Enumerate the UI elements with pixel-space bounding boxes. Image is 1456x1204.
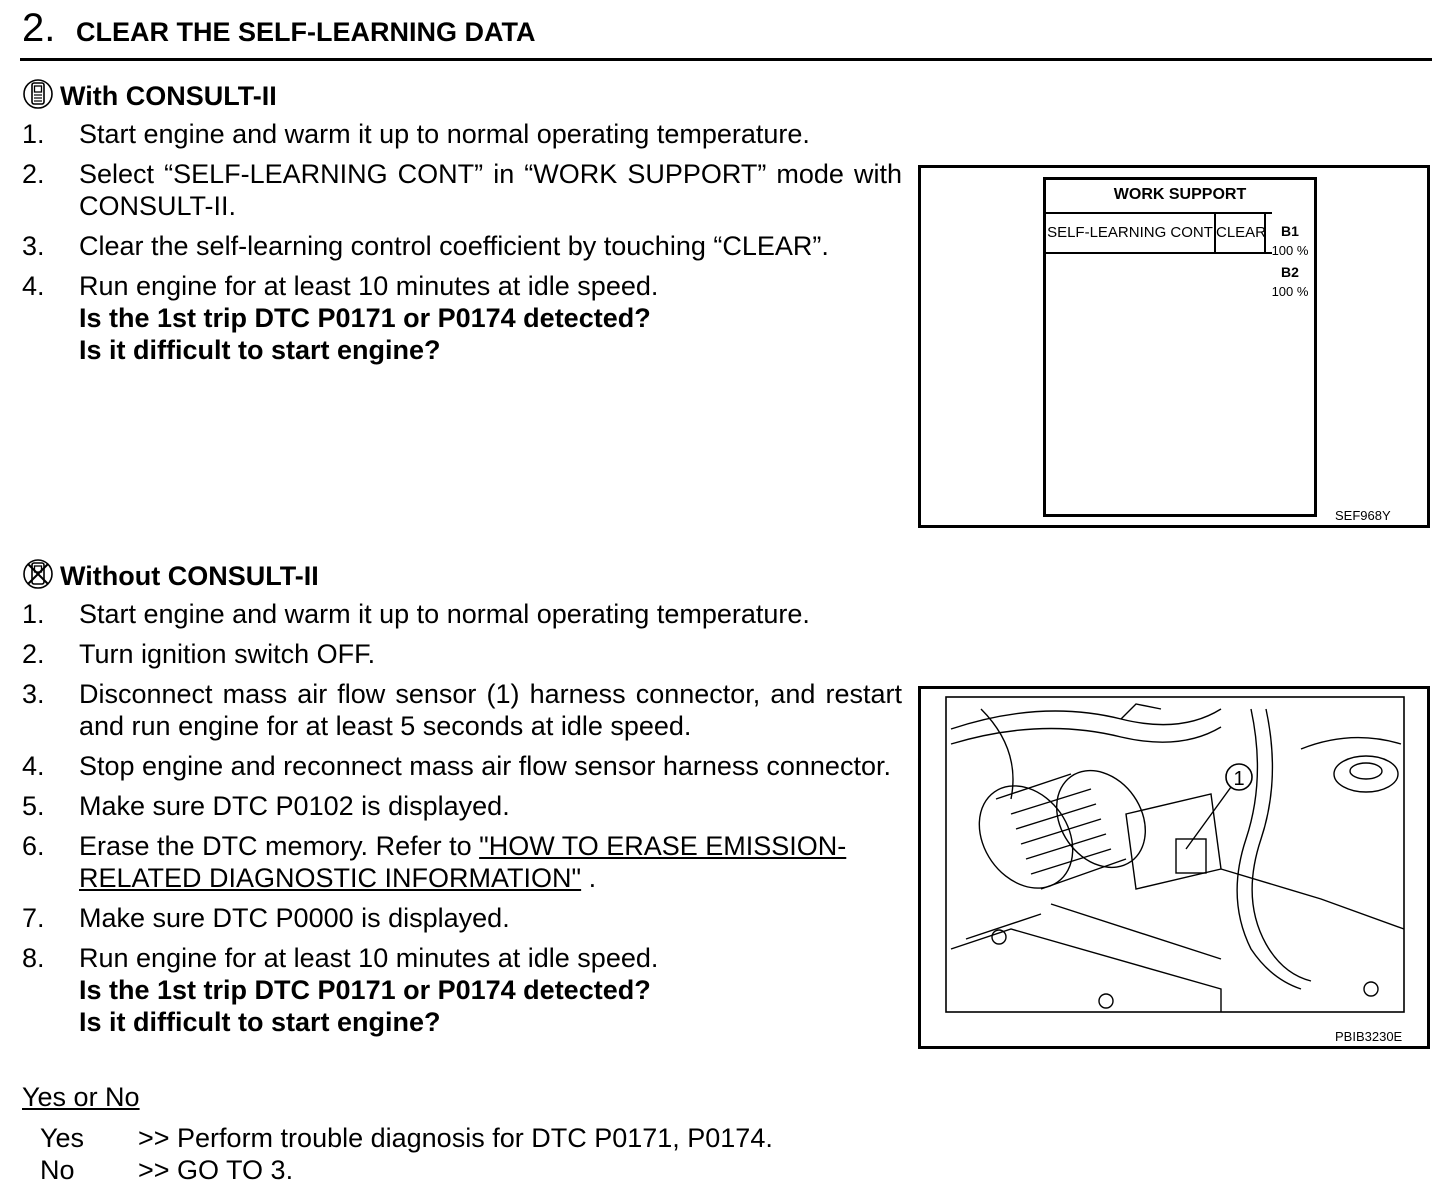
- step-number: 2.: [22, 6, 56, 50]
- without-consult-heading: [22, 558, 319, 598]
- list-item: 3. Clear the self-learning control coefficient by touching “CLEAR”.: [22, 231, 829, 261]
- list-item: 2. Select “SELF-LEARNING CONT” in “WORK SUPPORT” mode with CONSULT-II.: [22, 159, 902, 221]
- screen-title: WORK SUPPORT: [1113, 186, 1247, 203]
- b1-label: B1: [1281, 223, 1299, 239]
- no-consult-icon: [22, 558, 54, 598]
- no-key: No: [40, 1155, 75, 1185]
- step-title: CLEAR THE SELF-LEARNING DATA: [76, 17, 536, 47]
- list-item: 3. Disconnect mass air flow sensor (1) harness connector, and restart and run engine for at least 5 seconds at idle speed.: [22, 679, 902, 741]
- work-support-figure: [918, 165, 1430, 528]
- question: Is the 1st trip DTC P0171 or P0174 detected?: [79, 303, 651, 333]
- list-item: 6. Erase the DTC memory. Refer to "HOW TO ERASE EMISSION-RELATED DIAGNOSTIC INFORMATION" .: [22, 831, 847, 893]
- with-consult-label: With CONSULT-II: [60, 81, 277, 111]
- list-item: 5. Make sure DTC P0102 is displayed.: [22, 791, 510, 821]
- clear-button[interactable]: CLEAR: [1216, 214, 1266, 252]
- without-consult-steps: [22, 598, 902, 1046]
- question: Is it difficult to start engine?: [79, 1007, 441, 1037]
- with-consult-heading: [22, 78, 277, 118]
- list-item: 1. Start engine and warm it up to normal operating temperature.: [22, 119, 810, 149]
- list-item: 4. Run engine for at least 10 minutes at idle speed. Is the 1st trip DTC P0171 or P0174 detected? Is it difficult to start engine?: [22, 270, 902, 366]
- no-answer-row: [40, 1154, 293, 1186]
- list-item: 2. Turn ignition switch OFF.: [22, 639, 376, 669]
- yes-or-no-label: Yes or No: [22, 1082, 140, 1112]
- list-item: 8. Run engine for at least 10 minutes at idle speed. Is the 1st trip DTC P0171 or P0174 detected? Is it difficult to start engine?: [22, 942, 902, 1038]
- engine-bay-drawing: [921, 689, 1427, 1046]
- callout-label: 1: [1233, 768, 1245, 790]
- consult-tester-icon: [22, 78, 54, 118]
- b2-value: 100 %: [1271, 284, 1309, 299]
- with-consult-steps: [22, 118, 902, 374]
- question: Is it difficult to start engine?: [79, 335, 441, 365]
- self-learning-item: SELF-LEARNING CONT: [1046, 214, 1216, 252]
- without-consult-label: Without CONSULT-II: [60, 561, 319, 591]
- work-support-row: [1046, 212, 1272, 254]
- b2-label: B2: [1281, 264, 1299, 280]
- yes-answer-row: [40, 1122, 773, 1154]
- list-item: 1. Start engine and warm it up to normal operating temperature.: [22, 599, 810, 629]
- no-action: >> GO TO 3.: [138, 1155, 294, 1185]
- b1-value: 100 %: [1271, 243, 1309, 258]
- figure-code: PBIB3230E: [1335, 1029, 1403, 1044]
- consult-screen: [1043, 177, 1317, 517]
- yes-key: Yes: [40, 1123, 85, 1153]
- engine-bay-figure: [918, 686, 1430, 1049]
- question: Is the 1st trip DTC P0171 or P0174 detected?: [79, 975, 651, 1005]
- section-header: [20, 4, 1432, 61]
- yes-action: >> Perform trouble diagnosis for DTC P0171, P0174.: [138, 1123, 773, 1153]
- list-item: 4. Stop engine and reconnect mass air flow sensor harness connector.: [22, 751, 891, 781]
- figure-code: SEF968Y: [1335, 508, 1391, 523]
- list-item: 7. Make sure DTC P0000 is displayed.: [22, 903, 510, 933]
- erase-dtc-reference-link[interactable]: "HOW TO ERASE EMISSION-RELATED DIAGNOSTIC INFORMATION": [79, 831, 847, 893]
